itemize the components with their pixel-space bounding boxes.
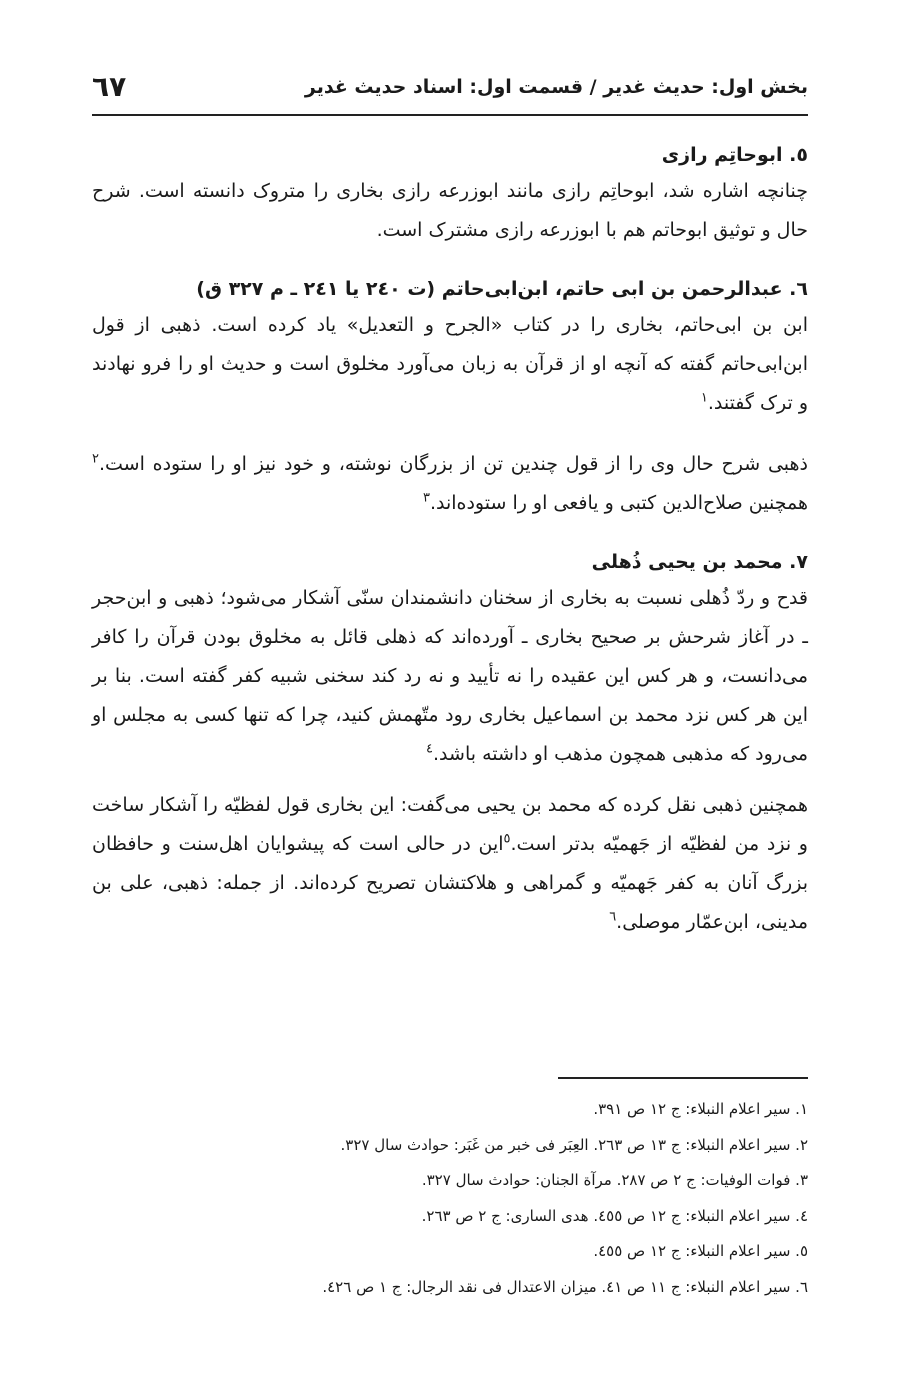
section-title-ibn-abi-hatim: ٦. عبدالرحمن بن ابی حاتم، ابن‌ابی‌حاتم (ت ٢٤٠ یا ٢٤١ ـ م ٣٢٧ ق)	[196, 278, 808, 300]
page-header	[92, 70, 808, 116]
paragraph-text: قدح و ردّ ذُهلی نسبت به بخاری از سخنان دانشمندان سنّی آشکار می‌شود؛ ذهبی و ابن‌حجر ـ در آغاز شرحش بر صحیح بخاری ـ آورده‌اند که ذهلی قائل به مخلوق بودن قرآن را کافر می‌دانست، و هر کس این عقیده را نه تأیید و نه رد کند سخنی شبیه کفر گفته است. بنا بر این هر کس نزد محمد بن اسماعیل بخاری رود متّهمش کنید، چرا که تنها کسی به مجلس او می‌رود که مذهبی همچون مذهب او داشته باشد.	[92, 587, 808, 765]
footnote-item: ٤. سیر اعلام النبلاء: ج ١٢ ص ٤٥٥. هدی الساری: ج ٢ ص ٢٦٣.	[421, 1206, 808, 1225]
footnotes	[92, 1092, 808, 1305]
footnote-ref[interactable]: ٥	[503, 831, 511, 847]
footnote-item: ٣. فوات الوفیات: ج ٢ ص ٢٨٧. مرآة الجنان: حوادث سال ٣٢٧.	[421, 1171, 808, 1189]
paragraph-text: ابن بن ابی‌حاتم، بخاری را در کتاب «الجرح و التعدیل» یاد کرده است. ذهبی از قول ابن‌ابی‌حاتم گفته که آنچه او از قرآن به زبان می‌آورد مخلوق است و حدیث او را فرو نهادند و ترک گفتند.	[92, 314, 808, 414]
paragraph	[92, 306, 808, 423]
paragraph-text: همچنین ذهبی نقل کرده که محمد بن یحیی می‌گفت: این بخاری قول لفظیّه را آشکار ساخت و نزد من لفظیّه از جَهمیّه بدتر است.	[92, 794, 808, 855]
footnote-item: ٥. سیر اعلام النبلاء: ج ١٢ ص ٤٥٥.	[593, 1242, 808, 1260]
paragraph-text: این در حالی است که پیشوایان اهل‌سنت و حافظان بزرگ آنان به کفر جَهمیّه و گمراهی و هلاکتشان تصریح کرده‌اند. از جمله: ذهبی، علی بن مدینی، ابن‌عمّار موصلی.	[92, 833, 808, 933]
main-text	[92, 138, 808, 942]
footnote-item: ٦. سیر اعلام النبلاء: ج ١١ ص ٤١. میزان الاعتدال فی نقد الرجال: ج ١ ص ٤٢٦.	[322, 1277, 808, 1296]
page-number: ٦٧	[92, 70, 127, 103]
footnote-ref[interactable]: ٢	[92, 451, 99, 467]
paragraph	[92, 786, 808, 942]
footnote-ref[interactable]: ٤	[426, 741, 434, 757]
paragraph: چنانچه اشاره شد، ابوحاتِم رازی مانند ابوزرعه رازی بخاری را متروک دانسته است. شرح حال و توثیق ابوحاتم هم با ابوزرعه رازی مشترک است.	[92, 180, 808, 241]
footnote-ref[interactable]: ٦	[609, 909, 617, 925]
footnote-ref[interactable]: ١	[700, 390, 708, 406]
running-title: بخش اول: حدیث غدیر / قسمت اول: اسناد حدیث غدیر	[304, 76, 808, 98]
footnote-divider	[558, 1077, 808, 1079]
section-title-abu-hatim: ٥. ابوحاتِم رازی	[661, 144, 808, 166]
paragraph	[92, 579, 808, 774]
paragraph-text: ذهبی شرح حال وی را از قول چندین تن از بزرگان نوشته، و خود نیز او را ستوده است.	[98, 453, 808, 475]
footnote-ref[interactable]: ٣	[422, 490, 430, 506]
footnote-item: ٢. سیر اعلام النبلاء: ج ١٣ ص ٢٦٣. العِبَر فی خبر من غَبَر: حوادث سال ٣٢٧.	[340, 1135, 808, 1154]
paragraph-text: همچنین صلاح‌الدین کتبی و یافعی او را ستوده‌اند.	[429, 492, 808, 514]
paragraph	[92, 445, 808, 523]
section-title-dhuhli: ٧. محمد بن یحیی ذُهلی	[591, 551, 808, 573]
footnote-item: ١. سیر اعلام النبلاء: ج ١٢ ص ٣٩١.	[593, 1100, 808, 1118]
